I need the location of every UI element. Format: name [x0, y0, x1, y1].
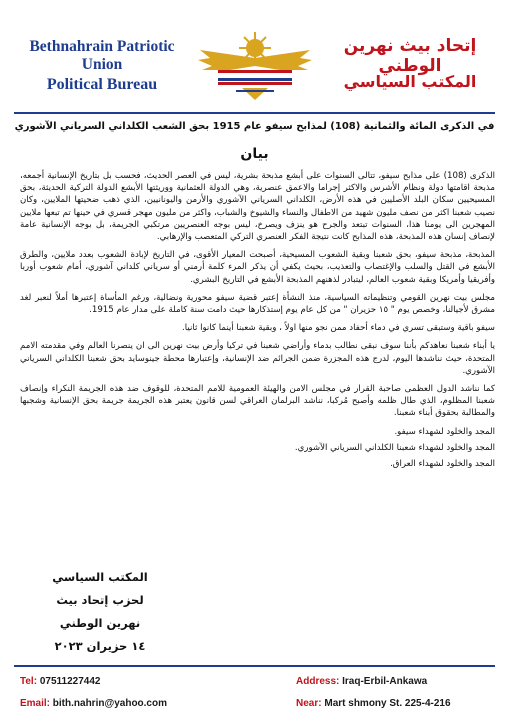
paragraph: سيفو باقية وستبقى تسري في دماء أحفاد ممن نجو منها اولاً ، وبقية شعبنا أينما كانوا ثانيا.: [182, 323, 495, 334]
email-value: bith.nahrin@yahoo.com: [52, 698, 167, 709]
signature-block: [40, 566, 160, 658]
footer-near: [296, 698, 451, 709]
bureau-name-english: Political Bureau: [46, 76, 158, 93]
statement-body: [20, 170, 495, 474]
footer-divider: [14, 665, 495, 667]
email-label: Email:: [20, 698, 51, 709]
bureau-name-arabic: المكتب السياسي: [343, 72, 477, 91]
org-name-english: Bethnahrain Patriotic Union: [29, 38, 175, 73]
near-label: Near:: [296, 698, 322, 709]
address-label: Address:: [296, 676, 340, 687]
signature-date: ١٤ حزيران ٢٠٢٣: [54, 639, 146, 653]
paragraph: المذبحة، مذبحة سيفو، بحق شعبنا وبقية الشعوب المسيحية، أصبحت المعيار الأقوى، في التاريخ لإبادة الشعوب بعدد ملايين، والطرق الأبشع في القتل والسلب والإغتصاب والتعذيب، بحيث يكفي أن يذكر المرء كلمة أرمني أو سرياني كلداني آشوري، أمام شعوب أوربا وأفريقيا وأمريكا وبقية شعوب العالم، ليتبادر لذهنهم المذبحة الأبشع في التاريخ البشري.: [20, 250, 495, 285]
statement-subtitle: في الذكرى المائة والثمانية (108) لمذابح سيفو عام 1915 بحق الشعب الكلداني السرياني الآشوري: [14, 121, 495, 132]
footer-email: [20, 698, 167, 709]
tel-value: 07511227442: [39, 676, 101, 687]
footer-tel: [20, 676, 100, 687]
tel-label: Tel:: [20, 676, 38, 687]
statement-heading: بيان: [240, 146, 269, 162]
header-divider: [14, 112, 495, 114]
party-logo: [190, 22, 320, 110]
paragraph: يا أبناء شعبنا نعاهدكم بأننا سوف نبقى نطالب بدماء وأراضي شعبنا في تركيا وأرض بيت نهرين الى ان ينصرنا العالم وفي مقدمته الامم المتحدة، حيث نناشدها اليوم، لدرج هذه المجزرة ضمن الجرائم ضد الإنسانية، وإعتبارها محطة جينوسايد بحق شعبنا الكلداني السرياني الآشوري.: [20, 341, 495, 376]
near-value: Mart shmony St. 225-4-216: [324, 698, 451, 709]
paragraph: الذكرى (108) على مذابح سيفو، تتالى السنوات على أبشع مذبحة بشرية، ليس في العصر الحديث، فحسب بل بتاريخ الإنسانية أجمعه، مذبحة اقامتها دولة ونظام الأشرس والاكثر إجراما والاعمق عنصرية، وهي الدولة العثمانية ووريثتها الأبشع الدولة التركية الحديثة، بحق المسيحيين سكان البلد الأصليين في هذه الأرض، الكلداني السرياني الآشوري والأرمن واليونانيين، الذي ذهب ضحيتها الملايين، وكان نصيب شعبنا اكثر من نصف مليون شهيد من الاطفال والنساء والشيوخ والشباب، واكثر من مليون مهجر قسري في حينها تم تبعها ملايين المهجرين الى يومنا هذا، السنوات تبتعد والجرح هو ينزف ويصرخ، ليس بوجه العنصريين مرتكبي الجريمة، بل بوجه الإنسانية عامة لإنصاف إنسان هذه المذبحة، هذه المذابح كانت نتيجة الفكر العنصري التركي المتعصب والإرهابي.: [20, 171, 495, 243]
signature-bureau: المكتب السياسي: [52, 570, 148, 584]
closing-line: المجد والخلود لشهداء شعبنا الكلداني السرياني الآشوري.: [294, 442, 495, 453]
footer-address: [296, 676, 427, 687]
address-value: Iraq-Erbil-Ankawa: [342, 676, 428, 687]
signature-party: لحزب إتحاد بيث نهرين الوطني: [56, 593, 144, 630]
paragraph: كما نناشد الدول العظمى صاحبة القرار في مجلس الامن والهيئة العمومية للامم المتحدة، للوقوف ضد هذه الجريمة النكراء وإنصاف شعبنا المظلوم، الذي طال ظلمه وأصبح مُركبا، نناشد البرلمان العراقي لسن قانون يعتبر هذه الجريمة جريمة بحق الإنسانية وشجبها والمطالبة بحقوق أبناء شعبنا.: [20, 384, 495, 419]
org-name-arabic: إتحاد بيث نهرين الوطني: [343, 36, 477, 76]
paragraph: مجلس بيت نهرين القومي وتنظيماته السياسية، منذ النشأة إعتبر قضية سيفو محورية ونضالية، ورغم المأساة إعتبرها أملاً لنعبر لغد مشرق لأجيالنا، وخصص يوم " ١٥ حزيران " من كل عام يوم إستذكارها حيث دامت سنة كاملة على مدار عام 1915.: [20, 292, 495, 316]
closing-line: المجد والخلود لشهداء العراق.: [390, 459, 495, 470]
closing-line: المجد والخلود لشهداء سيفو.: [394, 426, 495, 437]
